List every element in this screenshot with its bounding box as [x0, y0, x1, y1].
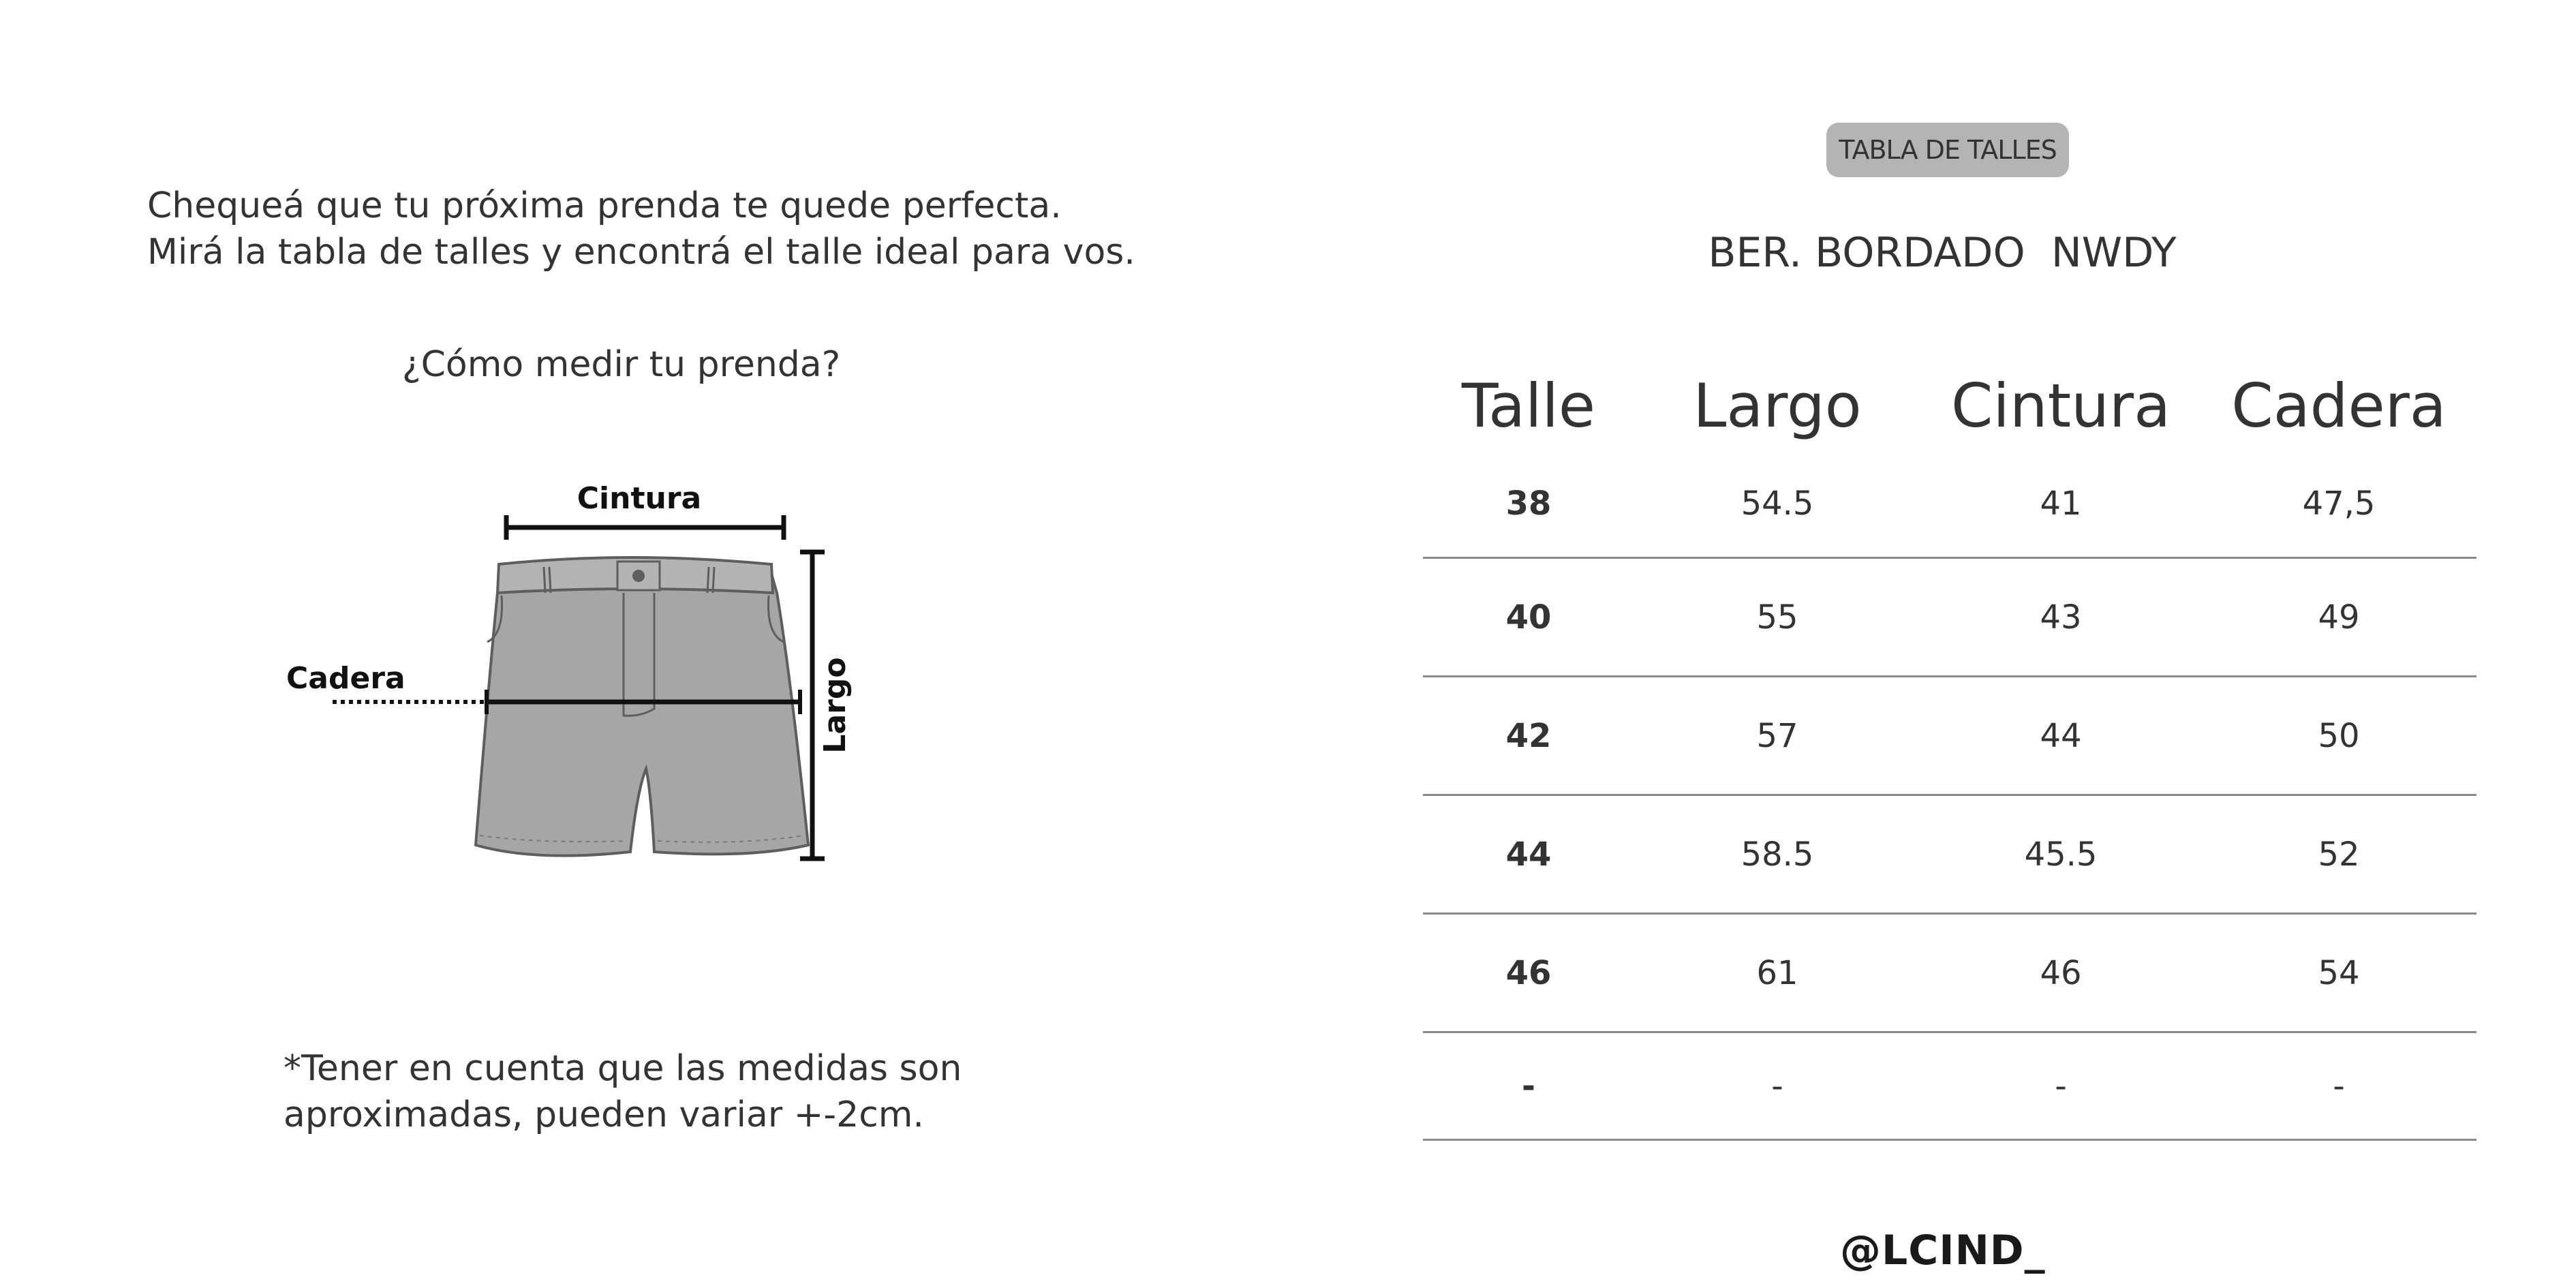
table-row	[1423, 796, 2477, 915]
cell-length: 54.5	[1741, 484, 1814, 523]
intro-text	[147, 183, 1135, 275]
header-waist: Cintura	[1950, 370, 2171, 441]
cell-hip: 50	[2318, 716, 2360, 755]
hip-label: Cadera	[286, 661, 405, 696]
cell-hip: 54	[2318, 953, 2360, 992]
cell-size: 44	[1505, 835, 1552, 874]
table-row	[1423, 915, 2477, 1033]
cell-waist: 46	[2040, 953, 2082, 992]
header-hip: Cadera	[2231, 370, 2447, 441]
cell-waist: 45.5	[2024, 835, 2098, 874]
cell-hip: -	[2333, 1067, 2345, 1105]
waist-label: Cintura	[577, 481, 702, 516]
cell-waist: -	[2055, 1067, 2067, 1105]
size-table-header	[1423, 361, 2477, 450]
cell-size: -	[1522, 1067, 1535, 1105]
cell-length: -	[1771, 1067, 1783, 1105]
cell-hip: 49	[2318, 598, 2360, 637]
shorts-body	[476, 558, 808, 856]
measurement-diagram	[273, 470, 886, 893]
cell-length: 61	[1756, 953, 1798, 992]
cell-size: 46	[1505, 953, 1552, 992]
table-row	[1423, 1033, 2477, 1141]
cell-hip: 47,5	[2302, 484, 2376, 523]
product-name: BER. BORDADO NWDY	[1708, 229, 2177, 277]
cell-waist: 43	[2040, 598, 2082, 637]
table-row	[1423, 559, 2477, 677]
header-size: Talle	[1461, 370, 1596, 441]
cell-size: 38	[1505, 484, 1552, 523]
intro-line-2: Mirá la tabla de talles y encontrá el talle ideal para vos.	[147, 232, 1135, 273]
header-length: Largo	[1693, 370, 1862, 441]
table-row	[1423, 450, 2477, 559]
size-table	[1423, 361, 2477, 1141]
cell-length: 57	[1756, 716, 1798, 755]
length-label: Largo	[818, 657, 853, 754]
note-line-1: *Tener en cuenta que las medidas son	[283, 1048, 962, 1089]
cell-size: 42	[1505, 716, 1552, 755]
size-chart-badge: TABLA DE TALLES	[1826, 123, 2069, 177]
cell-waist: 44	[2040, 716, 2082, 755]
cell-hip: 52	[2318, 835, 2360, 874]
intro-line-1: Chequeá que tu próxima prenda te quede perfecta.	[147, 185, 1062, 226]
cell-size: 40	[1505, 598, 1552, 637]
cell-length: 55	[1756, 598, 1798, 637]
cell-length: 58.5	[1741, 835, 1814, 874]
how-to-measure-heading: ¿Cómo medir tu prenda?	[402, 344, 841, 385]
cell-waist: 41	[2040, 484, 2082, 523]
note-line-2: aproximadas, pueden variar +-2cm.	[283, 1094, 924, 1135]
brand-handle: @LCIND_	[1840, 1227, 2046, 1274]
table-row	[1423, 677, 2477, 796]
measurement-note	[283, 1045, 962, 1138]
shorts-icon	[273, 470, 886, 893]
